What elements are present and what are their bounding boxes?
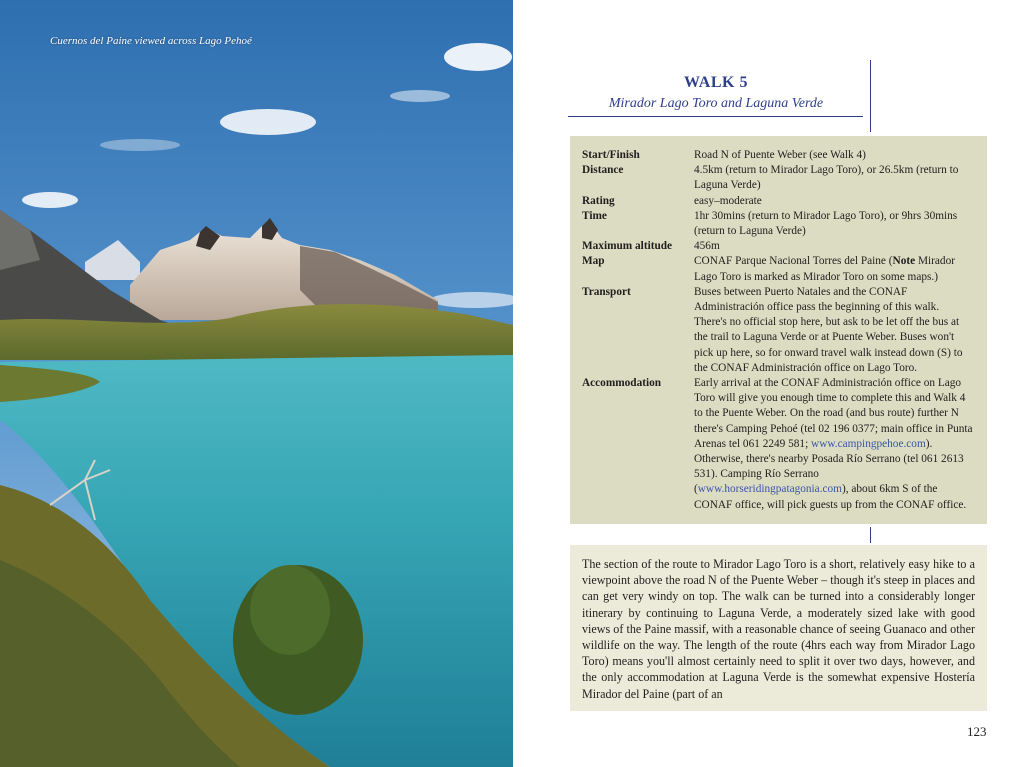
walk-subtitle: Mirador Lago Toro and Laguna Verde bbox=[608, 96, 824, 111]
vertical-rule-connector bbox=[870, 527, 871, 543]
info-value bbox=[694, 376, 973, 513]
map-note-label: Note bbox=[892, 255, 916, 268]
accommodation-text-3: ), about 6km S of the CONAF office, will pick guests up from the CONAF office. bbox=[694, 483, 967, 511]
photo-caption: Cuernos del Paine viewed across Lago Pehoé bbox=[50, 35, 252, 47]
info-row-time bbox=[582, 209, 973, 239]
info-value: 4.5km (return to Mirador Lago Toro), or 26.5km (return to Laguna Verde) bbox=[694, 164, 959, 192]
page-number: 123 bbox=[967, 724, 987, 739]
title-underline bbox=[568, 116, 863, 117]
campingpehoe-link[interactable]: www.campingpehoe.com bbox=[811, 437, 926, 450]
accommodation-text-2: ). Otherwise, there's nearby Posada Río Serrano (tel 061 2613 531). Camping Río Serrano ( bbox=[694, 437, 964, 496]
info-value: Road N of Puente Weber (see Walk 4) bbox=[694, 149, 866, 161]
info-label: Maximum altitude bbox=[582, 240, 673, 253]
info-row-rating bbox=[582, 194, 973, 209]
landscape-photo bbox=[0, 0, 513, 767]
walk-title: WALK 5 bbox=[684, 74, 748, 91]
horseridingpatagonia-link[interactable]: www.horseridingpatagonia.com bbox=[697, 483, 842, 496]
info-row-map bbox=[582, 254, 973, 284]
info-label: Start/Finish bbox=[582, 149, 640, 161]
walk-info-box bbox=[570, 136, 987, 524]
map-text: CONAF Parque Nacional Torres del Paine ( bbox=[694, 255, 893, 268]
info-label: Accommodation bbox=[582, 377, 662, 390]
info-row-transport bbox=[582, 285, 973, 376]
info-row-start-finish bbox=[582, 148, 973, 163]
walk-narrative: The section of the route to Mirador Lago Toro is a short, relatively easy hike to a viewpoint above the road N of the Puente Weber – though it's steep in places and can get very windy on top. The walk can be turned into a considerably longer itinerary by continuing to Laguna Verde, a moderately sized lake with good views of the Paine massif, with a reasonable chance of seeing Guanaco and other wildlife on the way. The length of the route (4hrs each way from Mirador Lago Toro) means you'll almost certainly need to split it over two days, however, and the only accommodation at Laguna Verde is the somewhat expensive Hostería Mirador del Paine (part of an bbox=[570, 545, 987, 711]
info-value bbox=[694, 254, 973, 284]
map-text-rest: Mirador Lago Toro is marked as Mirador Toro on some maps.) bbox=[694, 255, 955, 283]
info-value: easy–moderate bbox=[694, 194, 762, 207]
info-label: Time bbox=[582, 209, 607, 222]
info-row-distance bbox=[582, 163, 973, 193]
info-row-max-altitude bbox=[582, 239, 973, 254]
info-value: 1hr 30mins (return to Mirador Lago Toro), or 9hrs 30mins (return to Laguna Verde) bbox=[694, 209, 958, 238]
vertical-rule bbox=[870, 60, 871, 132]
info-label: Transport bbox=[582, 285, 631, 298]
info-value: 456m bbox=[694, 240, 720, 253]
info-value: Buses between Puerto Natales and the CONAF Administración office pass the beginning of this walk. There's no official stop here, but ask to be let off the bus at the trail to Laguna Verde or at Puente Weber. Buses won't pick up here, so for onward travel walk instead down (S) to the CONAF Administración office on Lago Toro. bbox=[694, 285, 963, 374]
info-label: Distance bbox=[582, 164, 624, 177]
accommodation-text: Early arrival at the CONAF Administración office on Lago Toro will give you enough time to complete this and Walk 4 to the Puente Weber. On the road (and bus route) further N there's Camping Pehoé (tel 02 196 0377; main office in Punta Arenas tel 061 2249 581; bbox=[694, 377, 973, 450]
info-label: Map bbox=[582, 255, 605, 268]
info-row-accommodation bbox=[582, 376, 973, 513]
info-label: Rating bbox=[582, 194, 615, 207]
